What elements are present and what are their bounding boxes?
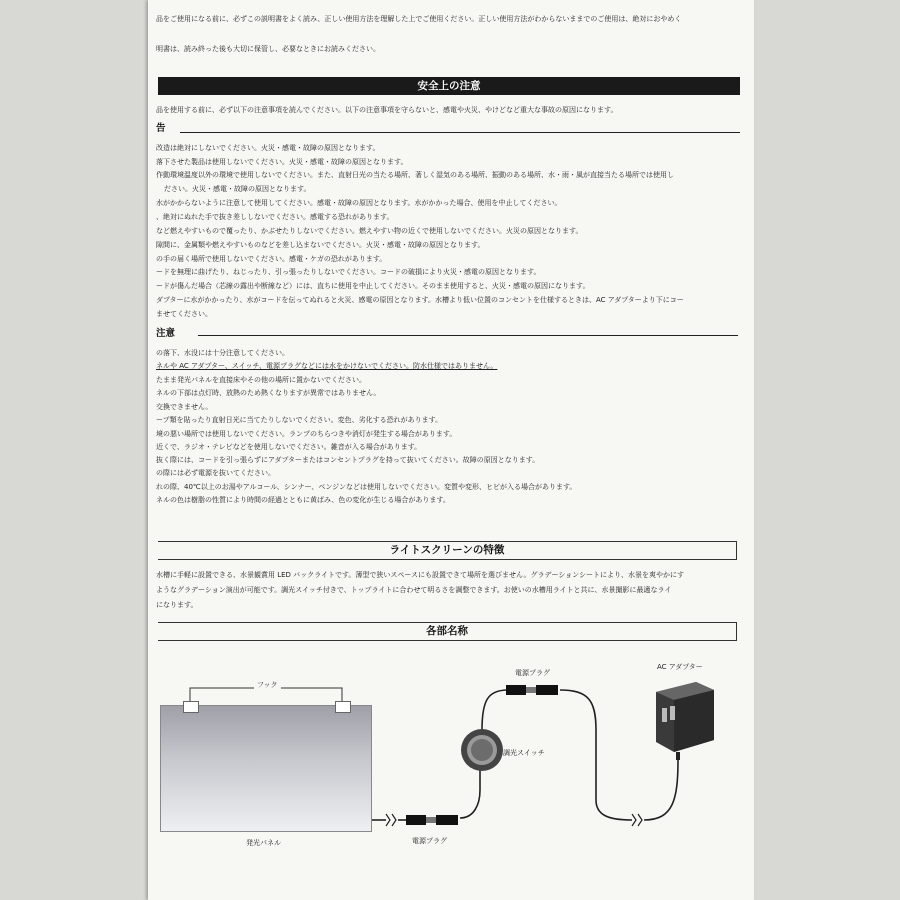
warning-item: ませてください。 — [156, 310, 212, 318]
caution-item: ープ類を貼ったり直射日光に当てたりしないでください。変色、劣化する恐れがあります。 — [156, 416, 443, 424]
caution-item: ネルや AC アダプター、スイッチ、電源プラグなどには水をかけないでください。防水仕様ではありません。 — [156, 362, 498, 370]
caution-item: れの際、40℃以上のお湯やアルコール、シンナー、ベンジンなどは使用しないでください。変質や変形、ヒビが入る場合があります。 — [156, 483, 577, 491]
safety-section-header: 安全上の注意 — [158, 77, 740, 95]
warning-item: 水がかからないように注意して使用してください。感電・故障の原因となります。水がかかった場合、使用を中止してください。 — [156, 199, 562, 207]
hook-right — [335, 701, 351, 713]
warning-item: ードを無理に曲げたり、ねじったり、引っ張ったりしないでください。コードの破損により火災・感電の原因となります。 — [156, 268, 541, 276]
warning-item: ださい。火災・感電・故障の原因となります。 — [164, 185, 311, 193]
caution-heading: 注意 — [156, 328, 176, 339]
light-panel — [160, 705, 372, 832]
intro-line-2: 明書は、読み終った後も大切に保管し、必要なときにお読みください。 — [156, 45, 380, 53]
power-plug-bottom-label: 電源プラグ — [412, 837, 447, 845]
caution-item: 抜く際には、コードを引っ張らずにアダプターまたはコンセントプラグを持って抜いてください。故障の原因となります。 — [156, 456, 540, 464]
dimmer-switch-label: 調光スイッチ — [503, 749, 545, 757]
caution-item: の際には必ず電源を抜いてください。 — [156, 469, 275, 477]
warning-item: ードが傷んだ場合（芯線の露出や断線など）には、直ちに使用を中止してください。そのまま使用すると、火災・感電の原因になります。 — [156, 282, 590, 290]
warning-heading: 告 — [156, 123, 166, 134]
caution-item: 境の悪い場所では使用しないでください。ランプのちらつきや消灯が発生する場合があります。 — [156, 430, 457, 438]
manual-page — [148, 0, 754, 900]
caution-item: ネルの色は樹脂の性質により時間の経過とともに黄ばみ、色の変化が生じる場合があります。 — [156, 496, 450, 504]
hook-label: フック — [254, 680, 281, 690]
ac-adapter-icon — [650, 678, 720, 760]
hook-left — [183, 701, 199, 713]
caution-item: たまま発光パネルを直接床やその他の場所に置かないでください。 — [156, 376, 366, 384]
power-plug-bottom-icon — [406, 812, 462, 828]
features-line: ようなグラデーション演出が可能です。調光スイッチ付きで、トップライトに合わせて明るさを調整できます。お使いの水槽用ライトと共に、水景撮影に最適なライ — [156, 586, 672, 594]
power-plug-top-label: 電源プラグ — [515, 669, 550, 677]
warning-item: 作動環境温度以外の環境で使用しないでください。また、直射日光の当たる場所、著しく湿気のある場所、振動のある場所、水・雨・風が直接当たる場所では使用し — [156, 171, 674, 179]
warning-item: 落下させた製品は使用しないでください。火災・感電・故障の原因となります。 — [156, 158, 408, 166]
warning-item: など燃えやすいもので覆ったり、かぶせたりしないでください。燃えやすい物の近くで使用しないでください。火災の原因となります。 — [156, 227, 583, 235]
warning-item: ダプターに水がかかったり、水がコードを伝ってぬれると火災、感電の原因となります。水槽より低い位置のコンセントを仕様するときは、AC アダプターより下にコー — [156, 296, 684, 304]
caution-item: の落下、水没には十分注意してください。 — [156, 349, 289, 357]
dimmer-switch-icon — [458, 726, 506, 774]
caution-item: 交換できません。 — [156, 403, 213, 411]
features-section-header: ライトスクリーンの特徴 — [158, 541, 737, 560]
warning-item: 隙間に、金属類や燃えやすいものなどを差し込まないでください。火災・感電・故障の原因となります。 — [156, 241, 485, 249]
parts-section-header: 各部名称 — [158, 622, 737, 641]
features-line: になります。 — [156, 601, 198, 609]
caution-item: ネルの下部は点灯時、放熱のため熱くなりますが異常ではありません。 — [156, 389, 381, 397]
caution-item: 近くで、ラジオ・テレビなどを使用しないでください。雑音が入る場合があります。 — [156, 443, 422, 451]
power-plug-top-icon — [506, 682, 562, 698]
warning-item: 改造は絶対にしないでください。火災・感電・故障の原因となります。 — [156, 144, 380, 152]
safety-lead-text: 品を使用する前に、必ず以下の注意事項を読んでください。以下の注意事項を守らないと、感電や火災、やけどなど重大な事故の原因になります。 — [156, 106, 618, 114]
warning-item: の手の届く場所で使用しないでください。感電・ケガの恐れがあります。 — [156, 255, 387, 263]
panel-label: 発光パネル — [246, 839, 281, 847]
warning-item: 、絶対にぬれた手で抜き差ししないでください。感電する恐れがあります。 — [156, 213, 394, 221]
intro-line-1: 品をご使用になる前に、必ずこの説明書をよく読み、正しい使用方法を理解した上でご使用ください。正しい使用方法がわからないままでのご使用は、絶対におやめく — [156, 15, 682, 23]
features-line: 水槽に手軽に設置できる、水景観賞用 LED バックライトです。薄型で狭いスペースにも設置できて場所を選びません。グラデーションシートにより、水景を爽やかにす — [156, 571, 685, 579]
ac-adapter-label: AC アダプター — [657, 663, 703, 671]
